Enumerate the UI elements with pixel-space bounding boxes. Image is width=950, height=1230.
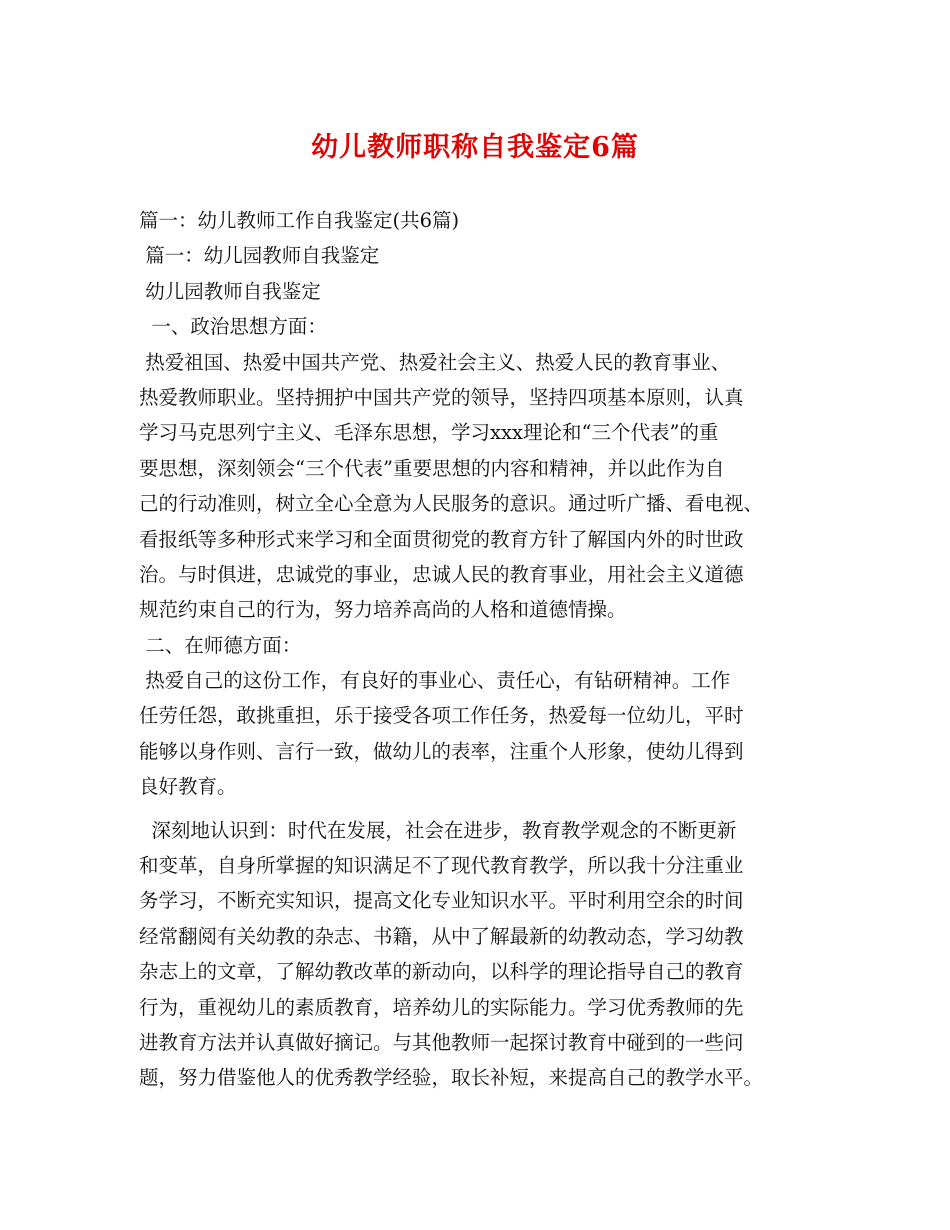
text-line: 看报纸等多种形式来学习和全面贯彻党的教育方针了解国内外的时世政: [139, 527, 744, 551]
document-title: 幼儿教师职称自我鉴定6篇: [311, 132, 639, 163]
text-line: 规范约束自己的行为，努力培养高尚的人格和道德情操。: [139, 598, 627, 622]
text-line: 经常翻阅有关幼教的杂志、书籍，从中了解最新的幼教动态，学习幼教: [139, 924, 744, 948]
text-line: 和变革，自身所掌握的知识满足不了现代教育教学，所以我十分注重业: [139, 854, 744, 878]
text-line: 良好教育。: [139, 775, 237, 799]
paragraph-gap: [139, 805, 829, 813]
text-line: 能够以身作则、言行一致，做幼儿的表率，注重个人形象，使幼儿得到: [139, 739, 744, 763]
section-heading: 二、在师德方面：: [139, 633, 302, 657]
text-line: 热爱祖国、热爱中国共产党、热爱社会主义、热爱人民的教育事业、: [139, 350, 731, 374]
text-line: 热爱教师职业。坚持拥护中国共产党的领导，坚持四项基本原则，认真: [139, 385, 744, 409]
text-line: 幼儿园教师自我鉴定: [139, 279, 321, 303]
text-line: 务学习，不断充实知识，提高文化专业知识水平。平时利用空余的时间: [139, 889, 744, 913]
text-line: 题，努力借鉴他人的优秀教学经验，取长补短，来提高自己的教学水平。: [139, 1066, 764, 1090]
text-line: 篇一：幼儿教师工作自我鉴定(共6篇): [139, 209, 460, 232]
section-heading: 一、政治思想方面：: [139, 315, 327, 339]
text-line: 治。与时俱进，忠诚党的事业，忠诚人民的教育事业，用社会主义道德: [139, 562, 744, 586]
text-line: 篇一：幼儿园教师自我鉴定: [139, 244, 380, 268]
text-line: 任劳任怨，敢挑重担，乐于接受各项工作任务，热爱每一位幼儿，平时: [139, 704, 744, 728]
text-line: 己的行动准则，树立全心全意为人民服务的意识。通过听广播、看电视、: [139, 492, 764, 516]
text-line: 深刻地认识到：时代在发展，社会在进步，教育教学观念的不断更新: [139, 818, 737, 842]
text-line: 要思想，深刻领会“三个代表”重要思想的内容和精神，并以此作为自: [139, 456, 725, 480]
document-body: [139, 203, 829, 1096]
text-line: 杂志上的文章，了解幼教改革的新动向，以科学的理论指导自己的教育: [139, 960, 744, 984]
text-line: 进教育方法并认真做好摘记。与其他教师一起探讨教育中碰到的一些问: [139, 1030, 744, 1054]
text-line: 热爱自己的这份工作，有良好的事业心、责任心，有钻研精神。工作: [139, 669, 731, 693]
text-line: 学习马克思列宁主义、毛泽东思想，学习xxx理论和“三个代表”的重: [139, 421, 719, 445]
text-line: 行为，重视幼儿的素质教育，培养幼儿的实际能力。学习优秀教师的先: [139, 995, 744, 1019]
